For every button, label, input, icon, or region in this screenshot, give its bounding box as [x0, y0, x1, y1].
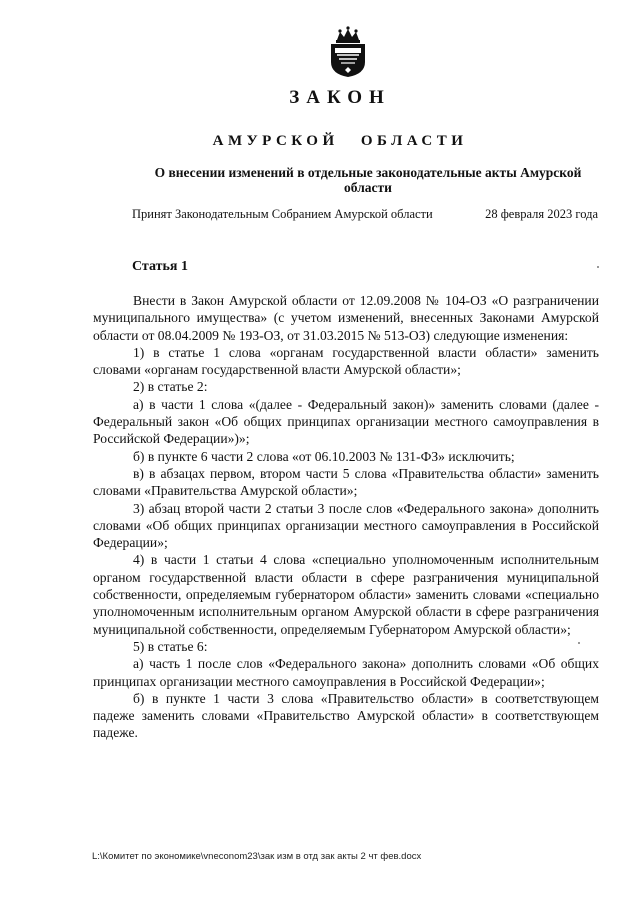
- article-body: [93, 292, 599, 742]
- adopted-by: Принят Законодательным Собранием Амурской области: [132, 207, 433, 221]
- scan-speck: [597, 266, 599, 268]
- adopted-date: 28 февраля 2023 года: [485, 207, 598, 221]
- article-paragraph: 4) в части 1 статьи 4 слова «специально уполномоченным исполнительным органом государственной власти области в сфере разграничения муниципальной собственности, определяемым губернатором области» заменить словами «специально уполномоченным исполнительным органом Амурской области в сфере разграничения муниципальной собственности, определяемым Губернатором Амурской области»;: [93, 552, 599, 637]
- adoption-line: [132, 207, 598, 222]
- article-paragraph: 5) в статье 6:: [133, 638, 208, 654]
- scan-speck: [578, 642, 580, 644]
- article-paragraph: 2) в статье 2:: [133, 379, 208, 395]
- article-paragraph: а) часть 1 после слов «Федерального закона» дополнить словами «Об общих принципах организации местного самоуправления в Российской Федерации»;: [93, 656, 599, 689]
- coat-of-arms-icon: [327, 26, 369, 78]
- law-subject: О внесении изменений в отдельные законодательные акты Амурской области: [154, 165, 582, 195]
- article-paragraph: 1) в статье 1 слова «органам государственной власти области» заменить словами «органам государственной власти Амурской области»;: [93, 344, 599, 378]
- article-paragraph: 3) абзац второй части 2 статьи 3 после слов «Федерального закона» дополнить словами «Об общих принципах организации местного самоуправления в Российской Федерации»;: [93, 500, 599, 551]
- article-heading: Статья 1: [132, 259, 188, 274]
- article-paragraph: в) в абзацах первом, втором части 5 слова «Правительства области» заменить словами «Правительства Амурской области»;: [93, 465, 599, 499]
- region-title: АМУРСКОЙ ОБЛАСТИ: [212, 133, 468, 149]
- article-paragraph: б) в пункте 6 части 2 слова «от 06.10.2003 № 131-ФЗ» исключить;: [133, 448, 515, 464]
- article-paragraph: б) в пункте 1 части 3 слова «Правительство области» в соответствующем падеже заменить словами «Правительство Амурской области» в соответствующем падеже.: [93, 690, 599, 741]
- article-paragraph: Внести в Закон Амурской области от 12.09.2008 № 104-ОЗ «О разграничении муниципального имущества» (с учетом изменений, внесенных Законами Амурской области от 08.04.2009 № 193-ОЗ, от 31.03.2015 № 513-ОЗ) следующие изменения:: [93, 293, 599, 343]
- file-path-footer: L:\Комитет по экономике\vneconom23\зак изм в отд зак акты 2 чт фев.docx: [92, 851, 422, 862]
- article-paragraph: а) в части 1 слова «(далее - Федеральный закон)» заменить словами (далее - Федеральный закон «Об общих принципах организации местного самоуправления в Российской Федерации»)»;: [93, 396, 599, 447]
- law-title: ЗАКОН: [289, 87, 391, 108]
